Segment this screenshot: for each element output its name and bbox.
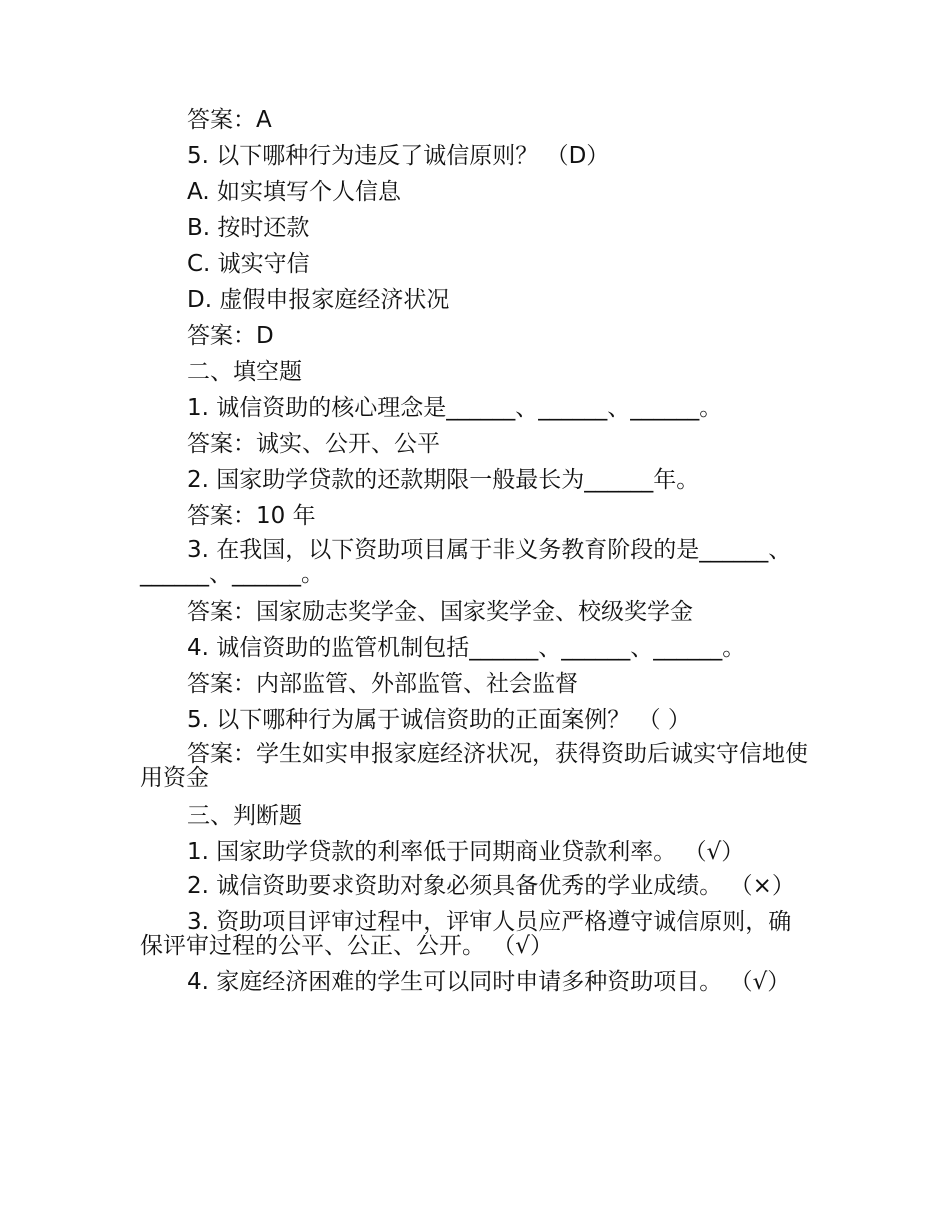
answer-line: 答案：国家励志奖学金、国家奖学金、校级奖学金 — [187, 599, 693, 625]
document-body — [140, 102, 810, 1002]
answer-line: 答案：学生如实申报家庭经济状况，获得资助后诚实守信地使用资金 — [140, 741, 808, 791]
question-line: 5. 以下哪种行为属于诚信资助的正面案例？ （ ） — [187, 707, 691, 733]
option-line: B. 按时还款 — [187, 215, 310, 241]
judgment-line: 4. 家庭经济困难的学生可以同时申请多种资助项目。 （√） — [187, 969, 791, 995]
answer-line: 答案：10 年 — [187, 503, 316, 529]
section-heading: 二、填空题 — [187, 359, 302, 385]
option-line: A. 如实填写个人信息 — [187, 179, 401, 205]
question-line: 4. 诚信资助的监管机制包括______、______、______。 — [187, 635, 746, 661]
answer-line: 答案：诚实、公开、公平 — [187, 431, 440, 457]
judgment-line: 1. 国家助学贷款的利率低于同期商业贷款利率。 （√） — [187, 839, 745, 865]
judgment-line: 3. 资助项目评审过程中，评审人员应严格遵守诚信原则，确保评审过程的公平、公正、公开。 （√） — [140, 909, 792, 959]
answer-line: 答案：A — [187, 107, 272, 133]
answer-line: 答案：D — [187, 323, 274, 349]
answer-line: 答案：内部监管、外部监管、社会监督 — [187, 671, 578, 697]
section-heading: 三、判断题 — [187, 803, 302, 829]
question-line: 2. 国家助学贷款的还款期限一般最长为______年。 — [187, 467, 700, 493]
question-line: 5. 以下哪种行为违反了诚信原则？ （D） — [187, 143, 610, 169]
option-line: D. 虚假申报家庭经济状况 — [187, 287, 450, 313]
judgment-line: 2. 诚信资助要求资助对象必须具备优秀的学业成绩。 （×） — [187, 873, 795, 899]
question-line: 1. 诚信资助的核心理念是______、______、______。 — [187, 395, 723, 421]
option-line: C. 诚实守信 — [187, 251, 310, 277]
question-line: 3. 在我国，以下资助项目属于非义务教育阶段的是______、______、______。 — [140, 537, 792, 587]
